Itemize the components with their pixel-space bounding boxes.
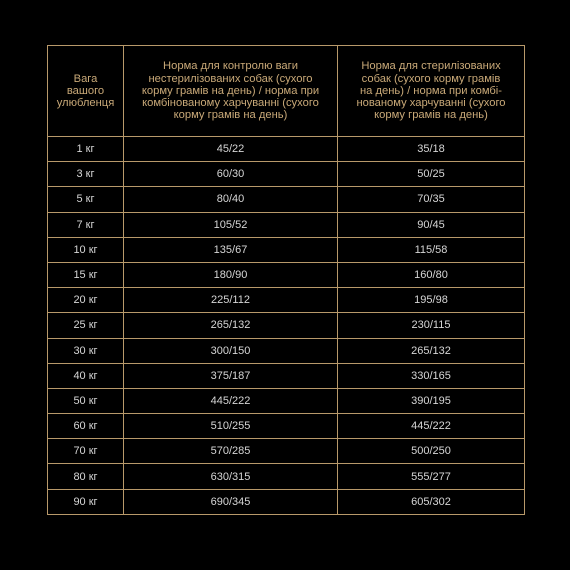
pet-weight-cell: 10 кг [48, 237, 124, 262]
header-weight [48, 46, 124, 137]
pet-weight-cell: 7 кг [48, 212, 124, 237]
pet-weight-cell: 20 кг [48, 288, 124, 313]
non-sterilized-norm-cell: 80/40 [124, 187, 338, 212]
sterilized-norm-cell: 500/250 [338, 439, 525, 464]
sterilized-norm-cell: 35/18 [338, 137, 525, 162]
sterilized-norm-cell: 70/35 [338, 187, 525, 212]
pet-weight-cell: 3 кг [48, 162, 124, 187]
table-row [48, 363, 525, 388]
sterilized-norm-cell: 50/25 [338, 162, 525, 187]
header-non-sterilized-line: нестерилізованих собак (сухого [148, 72, 313, 85]
table-row [48, 489, 525, 514]
table-row [48, 162, 525, 187]
pet-weight-cell: 5 кг [48, 187, 124, 212]
pet-weight-cell: 50 кг [48, 388, 124, 413]
table-header [48, 46, 525, 137]
table-row [48, 262, 525, 287]
non-sterilized-norm-cell: 445/222 [124, 388, 338, 413]
header-weight-line: вашого [66, 84, 105, 97]
sterilized-norm-cell: 555/277 [338, 464, 525, 489]
header-weight-line: улюбленця [56, 97, 115, 110]
pet-weight-cell: 1 кг [48, 137, 124, 162]
table-row [48, 338, 525, 363]
table-body [48, 137, 525, 515]
non-sterilized-norm-cell: 265/132 [124, 313, 338, 338]
header-sterilized-line: собак (сухого корму грамів [361, 72, 501, 85]
pet-weight-cell: 15 кг [48, 262, 124, 287]
header-non-sterilized-line: корму грамів на день) / норма при [141, 84, 320, 97]
sterilized-norm-cell: 115/58 [338, 237, 525, 262]
header-weight-line: Вага [73, 72, 98, 85]
non-sterilized-norm-cell: 300/150 [124, 338, 338, 363]
sterilized-norm-cell: 160/80 [338, 262, 525, 287]
non-sterilized-norm-cell: 180/90 [124, 262, 338, 287]
table-row [48, 439, 525, 464]
pet-weight-cell: 60 кг [48, 414, 124, 439]
pet-weight-cell: 90 кг [48, 489, 124, 514]
non-sterilized-norm-cell: 60/30 [124, 162, 338, 187]
pet-weight-cell: 80 кг [48, 464, 124, 489]
header-non-sterilized-norm [124, 46, 338, 137]
table-row [48, 414, 525, 439]
sterilized-norm-cell: 90/45 [338, 212, 525, 237]
sterilized-norm-cell: 605/302 [338, 489, 525, 514]
non-sterilized-norm-cell: 225/112 [124, 288, 338, 313]
header-non-sterilized-line: Норма для контролю ваги [163, 60, 298, 73]
header-sterilized-line: Норма для стерилізованих [361, 60, 501, 73]
non-sterilized-norm-cell: 570/285 [124, 439, 338, 464]
feeding-table [47, 45, 525, 515]
sterilized-norm-cell: 195/98 [338, 288, 525, 313]
header-sterilized-norm [338, 46, 525, 137]
sterilized-norm-cell: 230/115 [338, 313, 525, 338]
table-row [48, 288, 525, 313]
non-sterilized-norm-cell: 630/315 [124, 464, 338, 489]
non-sterilized-norm-cell: 690/345 [124, 489, 338, 514]
non-sterilized-norm-cell: 45/22 [124, 137, 338, 162]
header-non-sterilized-line: корму грамів на день) [173, 109, 288, 122]
non-sterilized-norm-cell: 135/67 [124, 237, 338, 262]
table-row [48, 237, 525, 262]
sterilized-norm-cell: 330/165 [338, 363, 525, 388]
pet-weight-cell: 30 кг [48, 338, 124, 363]
pet-weight-cell: 40 кг [48, 363, 124, 388]
header-sterilized-line: нованому харчуванні (сухого [356, 97, 506, 110]
header-sterilized-line: корму грамів на день) [374, 109, 488, 122]
non-sterilized-norm-cell: 375/187 [124, 363, 338, 388]
header-row [48, 46, 525, 137]
pet-weight-cell: 70 кг [48, 439, 124, 464]
sterilized-norm-cell: 265/132 [338, 338, 525, 363]
table-row [48, 388, 525, 413]
table-row [48, 313, 525, 338]
table-row [48, 137, 525, 162]
header-sterilized-line: на день) / норма при комбі- [359, 84, 503, 97]
non-sterilized-norm-cell: 105/52 [124, 212, 338, 237]
sterilized-norm-cell: 390/195 [338, 388, 525, 413]
non-sterilized-norm-cell: 510/255 [124, 414, 338, 439]
pet-weight-cell: 25 кг [48, 313, 124, 338]
table-row [48, 464, 525, 489]
header-non-sterilized-line: комбінованому харчуванні (сухого [142, 97, 319, 110]
table-row [48, 212, 525, 237]
sterilized-norm-cell: 445/222 [338, 414, 525, 439]
table-row [48, 187, 525, 212]
